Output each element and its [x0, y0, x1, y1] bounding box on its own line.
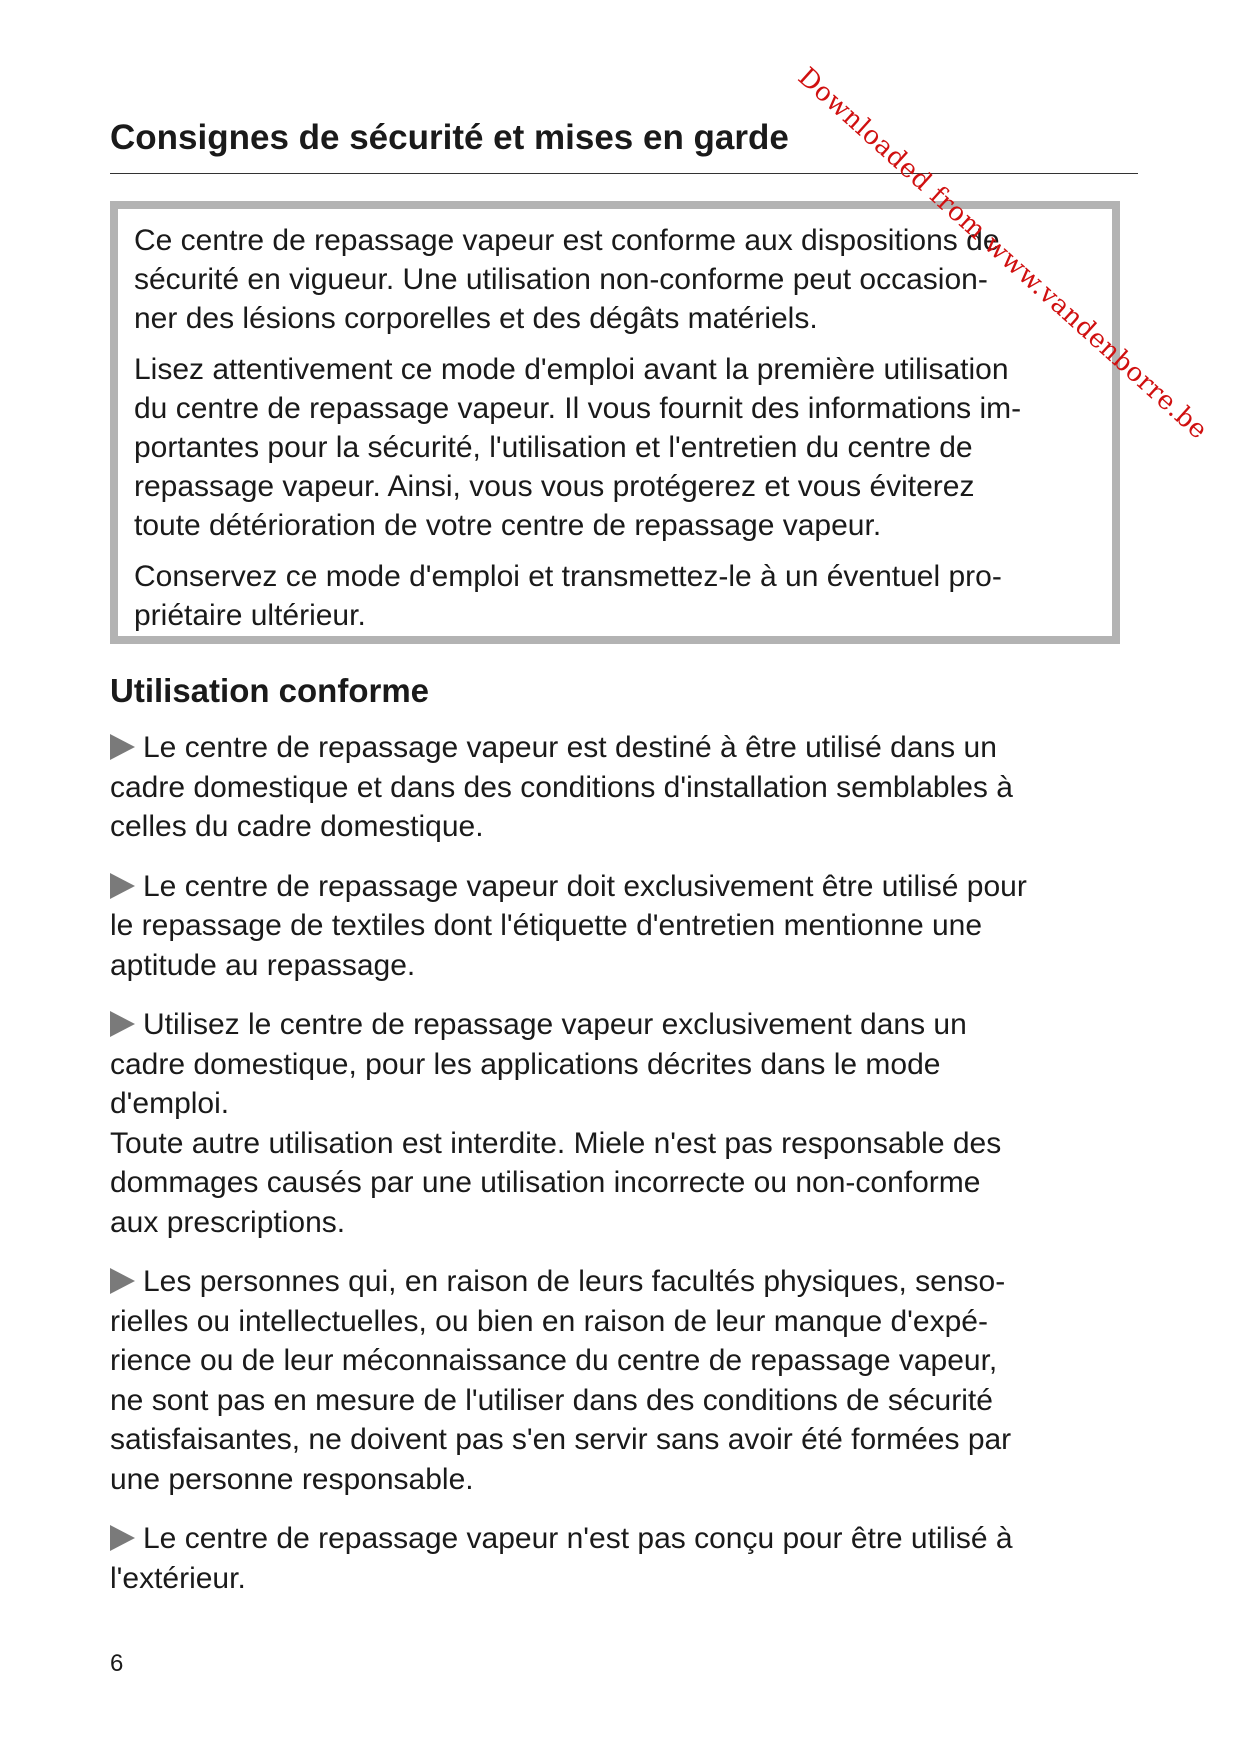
item-line: cadre domestique, pour les applications décrites dans le mode [110, 1047, 941, 1081]
item-line: rience ou de leur méconnaissance du centre de repassage vapeur, [110, 1344, 998, 1377]
notice-paragraph [134, 221, 1096, 338]
notice-paragraph [134, 350, 1096, 545]
triangle-bullet-icon [110, 734, 135, 760]
notice-line: repassage vapeur. Ainsi, vous vous protégerez et vous éviterez [134, 470, 975, 503]
notice-line: ner des lésions corporelles et des dégâts matériels. [134, 302, 818, 335]
page-title: Consignes de sécurité et mises en garde [110, 118, 789, 157]
triangle-bullet-icon [110, 1525, 135, 1551]
section-title: Utilisation conforme [110, 672, 430, 709]
list-item [110, 1262, 1150, 1499]
notice-line: du centre de repassage vapeur. Il vous fournit des informations im- [134, 392, 1022, 425]
notice-line: priétaire ultérieur. [134, 599, 366, 632]
item-line: le repassage de textiles dont l'étiquette d'entretien mentionne une [110, 909, 983, 942]
item-line: aux prescriptions. [110, 1205, 346, 1239]
notice-line: Lisez attentivement ce mode d'emploi avant la première utilisation [134, 353, 1009, 386]
item-line: l'extérieur. [110, 1561, 246, 1595]
list-item [110, 1005, 1150, 1242]
item-line: ne sont pas en mesure de l'utiliser dans des conditions de sécurité [110, 1383, 993, 1417]
item-line: Le centre de repassage vapeur est destiné à être utilisé dans un [143, 731, 997, 764]
item-line: Les personnes qui, en raison de leurs facultés physiques, senso- [143, 1265, 1006, 1298]
item-line: celles du cadre domestique. [110, 810, 484, 843]
notice-line: Conservez ce mode d'emploi et transmettez-le à un éventuel pro- [134, 560, 1002, 593]
list-item [110, 1519, 1150, 1598]
item-line: rielles ou intellectuelles, ou bien en raison de leur manque d'expé- [110, 1304, 988, 1338]
list-item [110, 867, 1150, 986]
item-line: une personne responsable. [110, 1462, 474, 1496]
title-divider [110, 173, 1138, 174]
triangle-bullet-icon [110, 1268, 135, 1294]
usage-list [110, 728, 1150, 1618]
item-line: Le centre de repassage vapeur doit exclusivement être utilisé pour [143, 869, 1027, 903]
notice-line: Ce centre de repassage vapeur est conforme aux dispositions de [134, 224, 1000, 257]
notice-line: portantes pour la sécurité, l'utilisation et l'entretien du centre de [134, 431, 973, 464]
list-item [110, 728, 1150, 847]
item-line: satisfaisantes, ne doivent pas s'en servir sans avoir été formées par [110, 1423, 1012, 1456]
download-watermark: Downloaded from www.vandenborre.be [791, 62, 1214, 446]
item-line: Toute autre utilisation est interdite. Miele n'est pas responsable des [110, 1126, 1002, 1160]
item-line: Utilisez le centre de repassage vapeur exclusivement dans un [143, 1008, 967, 1041]
notice-paragraph [134, 557, 1096, 635]
item-line: Le centre de repassage vapeur n'est pas conçu pour être utilisé à [143, 1522, 1013, 1555]
item-line: dommages causés par une utilisation incorrecte ou non-conforme [110, 1166, 981, 1199]
item-line: aptitude au repassage. [110, 948, 416, 982]
item-line: d'emploi. [110, 1087, 230, 1120]
notice-line: sécurité en vigueur. Une utilisation non-conforme peut occasion- [134, 263, 988, 296]
safety-notice-box [110, 201, 1120, 644]
notice-line: toute détérioration de votre centre de repassage vapeur. [134, 509, 882, 542]
item-line: cadre domestique et dans des conditions d'installation semblables à [110, 770, 1013, 804]
page-number: 6 [110, 1650, 124, 1677]
triangle-bullet-icon [110, 873, 135, 899]
triangle-bullet-icon [110, 1011, 135, 1037]
